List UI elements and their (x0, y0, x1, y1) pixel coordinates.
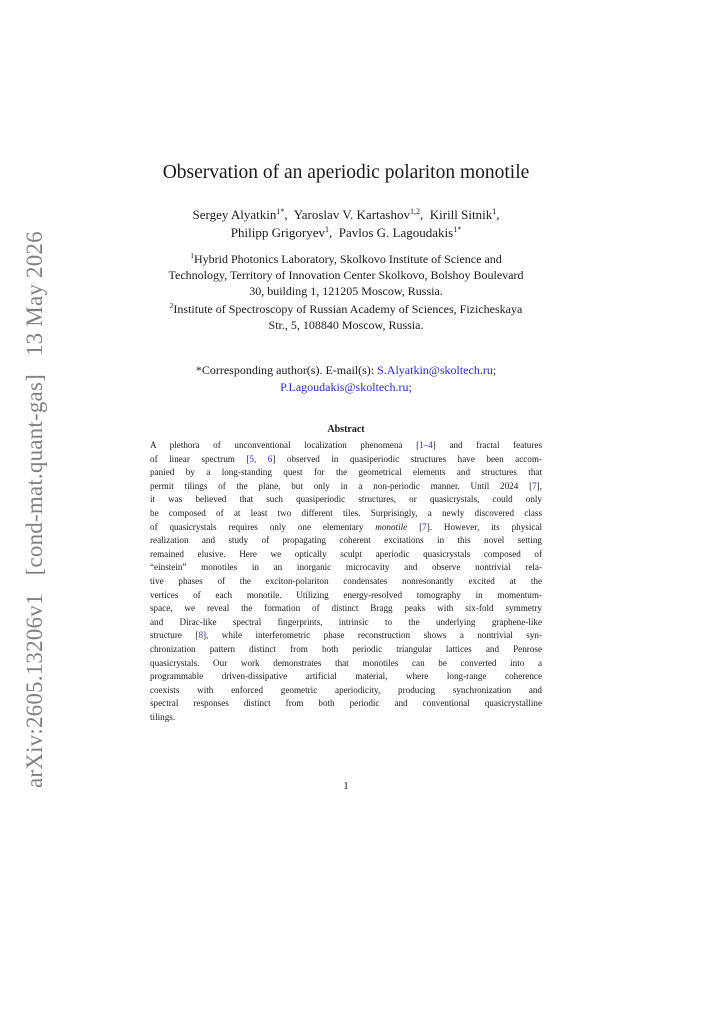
abstract-line: it was believed that such quasiperiodic structures, or quasicrystals, could only (150, 494, 542, 505)
email-link-alyatkin[interactable]: S.Alyatkin@skoltech.ru; (377, 363, 497, 377)
citation-link[interactable]: 7 (422, 521, 427, 532)
paper-title: Observation of an aperiodic polariton monotile (162, 162, 530, 183)
author-name: Yaroslav V. Kartashov (293, 207, 410, 222)
abstract-line: programmable driven-dissipative artificial material, where long-range coherence (150, 671, 542, 682)
author-affiliation-mark: 1* (453, 225, 462, 234)
abstract-line: coexists with enforced geometric aperiodicity, producing synchronization and (150, 684, 542, 695)
arxiv-date: 13 May 2026 (22, 231, 47, 357)
abstract-line: of linear spectrum [5, 6] observed in quasiperiodic structures have been accom- (150, 453, 542, 464)
author-list: Sergey Alyatkin$^{1*}$, Yaroslav V. Kartashov$^{1,2}$, Kirill Sitnik$^1$, Philipp Grigoryev$^1$, Pavlos G. Lagoudakis$^{1*}$ (192, 207, 500, 240)
abstract-line: realization and study of propagating coherent excitations in this novel setting (150, 535, 542, 546)
abstract-line: quasicrystals. Our work demonstrates that monotiles can be converted into a (150, 657, 542, 668)
arxiv-category: [cond-mat.quant-gas] (22, 374, 47, 576)
citation-link[interactable]: 5, 6 (249, 453, 273, 464)
abstract-line: spectral responses distinct from both periodic and conventional quasicrystalline (150, 698, 542, 709)
abstract-line: and Dirac-like spectral fingerprints, intrinsic to the underlying graphene-like (150, 616, 542, 627)
citation-link[interactable]: 7 (532, 480, 537, 491)
author-name: Kirill Sitnik (429, 207, 493, 222)
abstract-line: remained elusive. Here we optically sculpt aperiodic quasicrystals composed of (150, 548, 542, 559)
emphasized-term: monotile (375, 521, 408, 532)
author-affiliation-mark: 1 (492, 207, 497, 216)
page-number: 1 (343, 780, 349, 792)
abstract-line: panied by a long-standing quest for the geometrical elements and structures that (150, 467, 542, 478)
author-name: Pavlos G. Lagoudakis (338, 225, 454, 240)
abstract-line: permit tilings of the plane, but only in a non-periodic manner. Until 2024 [7], (150, 480, 542, 491)
citation-link[interactable]: 8 (198, 630, 203, 641)
abstract-line: tive phases of the exciton-polariton condensates nonresonantly excited at the (150, 575, 542, 586)
abstract-line: chronization pattern distinct from both periodic triangular lattices and Penrose (150, 643, 542, 654)
email-link-lagoudakis[interactable]: P.Lagoudakis@skoltech.ru; (280, 380, 412, 394)
author-name: Philipp Grigoryev (230, 225, 326, 240)
arxiv-id: arXiv:2605.13206v1 (22, 593, 47, 788)
abstract-heading: Abstract (327, 424, 365, 435)
abstract-line: tilings. (150, 711, 176, 722)
abstract-line: structure [8], while interferometric phase reconstruction shows a nontrivial syn- (150, 630, 542, 641)
affiliation-mark: 1 (190, 251, 194, 260)
author-name: Sergey Alyatkin (192, 207, 277, 222)
abstract-line: vertices of each monotile. Utilizing energy-resolved tomography in momentum- (150, 589, 542, 600)
author-affiliation-mark: 1 (325, 225, 330, 234)
affiliation-1: $^1$Hybrid Photonics Laboratory, Skolkovo Institute of Science and Technology, Territory of Innovation Center Skolkovo, Bolshoy Boulevard 30, building 1, 121205 Moscow, Russia. (168, 251, 524, 298)
abstract-line: “einstein” monotiles in an inorganic microcavity and observe nontrivial rela- (150, 562, 542, 573)
abstract-line: space, we reveal the formation of distinct Bragg peaks with six-fold symmetry (150, 603, 542, 614)
author-affiliation-mark: 1* (276, 207, 285, 216)
abstract-line: of quasicrystals requires only one elementary monotile [7]. However, its physical (150, 521, 542, 532)
corresponding-authors (137, 362, 555, 396)
corresponding-label: *Corresponding author(s). E-mail(s): (195, 363, 375, 377)
author-affiliation-mark: 1,2 (409, 207, 420, 216)
arxiv-identifier-stamp (10, 228, 60, 788)
abstract-body (150, 439, 542, 724)
citation-link[interactable]: 1–4 (419, 440, 433, 450)
abstract-line: be composed of at least two different tiles. Surprisingly, a newly discovered class (150, 507, 542, 518)
affiliation-2: $^2$Institute of Spectroscopy of Russian Academy of Sciences, Fizicheskaya Str., 5, 108840 Moscow, Russia. (169, 301, 523, 332)
abstract-line: A plethora of unconventional localization phenomena [1–4] and fractal features (150, 440, 542, 450)
affiliation-mark: 2 (169, 301, 174, 310)
